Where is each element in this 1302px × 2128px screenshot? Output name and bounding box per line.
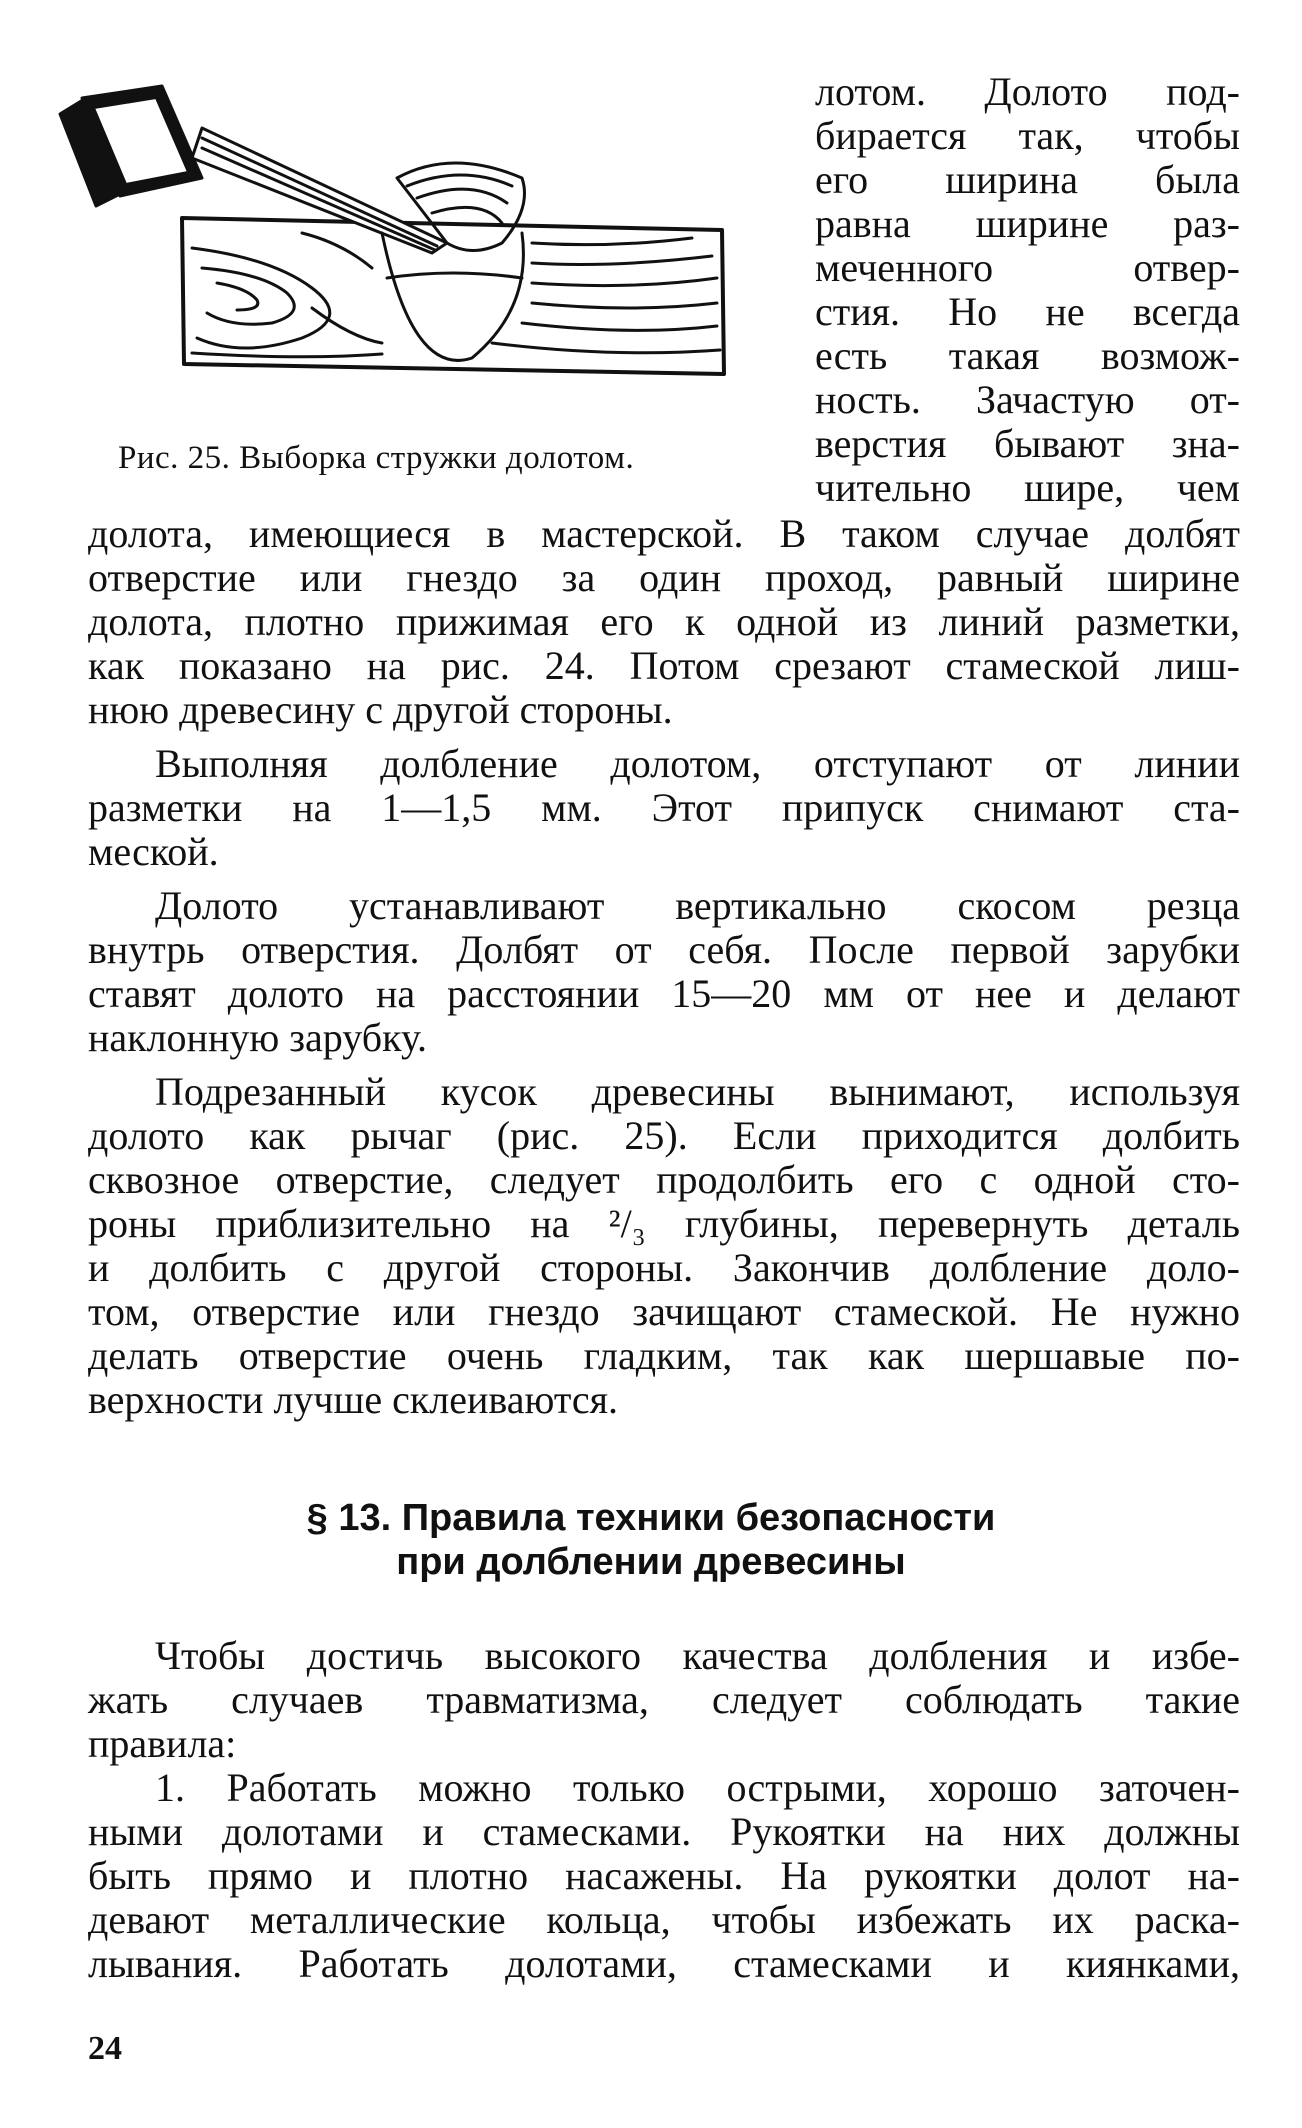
section-heading-line-1: § 13. Правила техники безопасности	[306, 1497, 996, 1539]
body-line: меской.	[88, 829, 219, 874]
body-line: Подрезанный кусок древесины вынимают, используя	[155, 1069, 1240, 1114]
body-line: отверстие или гнездо за один проход, равный ширине	[88, 555, 1240, 600]
right-column-line: стия. Но не всегда	[815, 289, 1240, 334]
body-line: и долбить с другой стороны. Закончив долбление доло-	[88, 1245, 1240, 1290]
body-line: роны приблизительно на ²/₃ глубины, перевернуть деталь	[88, 1201, 1240, 1246]
body-line: том, отверстие или гнездо зачищают стамеской. Не нужно	[88, 1289, 1240, 1334]
right-column-line: ность. Зачастую от-	[815, 377, 1240, 422]
section-line: 1. Работать можно только острыми, хорошо заточен-	[155, 1765, 1240, 1810]
body-line: как показано на рис. 24. Потом срезают стамеской лиш-	[88, 643, 1240, 688]
section-line: девают металлические кольца, чтобы избежать их раска-	[88, 1897, 1240, 1942]
body-line: Выполняя долбление долотом, отступают от линии	[155, 741, 1240, 786]
body-line: наклонную зарубку.	[88, 1015, 427, 1060]
right-column-line: меченного отвер-	[815, 245, 1240, 290]
section-line: Чтобы достичь высокого качества долбления и избе-	[155, 1633, 1240, 1678]
right-column-line: равна ширине раз-	[815, 201, 1240, 246]
right-column-line: чительно шире, чем	[815, 465, 1240, 510]
body-line: долота, плотно прижимая его к одной из линий разметки,	[88, 599, 1240, 644]
right-column-line: его ширина была	[815, 157, 1240, 202]
body-line: верхности лучше склеиваются.	[88, 1377, 618, 1422]
body-line: ставят долото на расстоянии 15—20 мм от нее и делают	[88, 971, 1240, 1016]
page-number: 24	[88, 2030, 122, 2067]
section-line: жать случаев травматизма, следует соблюдать такие	[88, 1677, 1240, 1722]
body-line: Долото устанавливают вертикально скосом резца	[155, 883, 1240, 928]
figure-caption: Рис. 25. Выборка стружки долотом.	[118, 440, 635, 476]
body-line: внутрь отверстия. Долбят от себя. После первой зарубки	[88, 927, 1240, 972]
section-heading-line-2: при долблении древесины	[396, 1541, 906, 1583]
section-line: правила:	[88, 1721, 237, 1766]
right-column-line: бирается так, чтобы	[815, 113, 1240, 158]
section-line: ными долотами и стамесками. Рукоятки на них должны	[88, 1809, 1240, 1854]
body-line: долото как рычаг (рис. 25). Если приходится долбить	[88, 1113, 1240, 1158]
section-line: быть прямо и плотно насажены. На рукоятки долот на-	[88, 1853, 1240, 1898]
body-line: долота, имеющиеся в мастерской. В таком случае долбят	[88, 511, 1240, 556]
body-line: разметки на 1—1,5 мм. Этот припуск снимают ста-	[88, 785, 1240, 830]
right-column-line: есть такая возмож-	[815, 333, 1240, 378]
body-line: сквозное отверстие, следует продолбить его с одной сто-	[88, 1157, 1240, 1202]
body-line: нюю древесину с другой стороны.	[88, 687, 673, 732]
section-line: лывания. Работать долотами, стамесками и киянками,	[88, 1941, 1240, 1986]
right-column-line: лотом. Долото под-	[815, 69, 1240, 114]
body-line: делать отверстие очень гладким, так как шершавые по-	[88, 1333, 1240, 1378]
figure-chisel-illustration	[52, 68, 772, 428]
right-column-line: верстия бывают зна-	[815, 421, 1240, 466]
